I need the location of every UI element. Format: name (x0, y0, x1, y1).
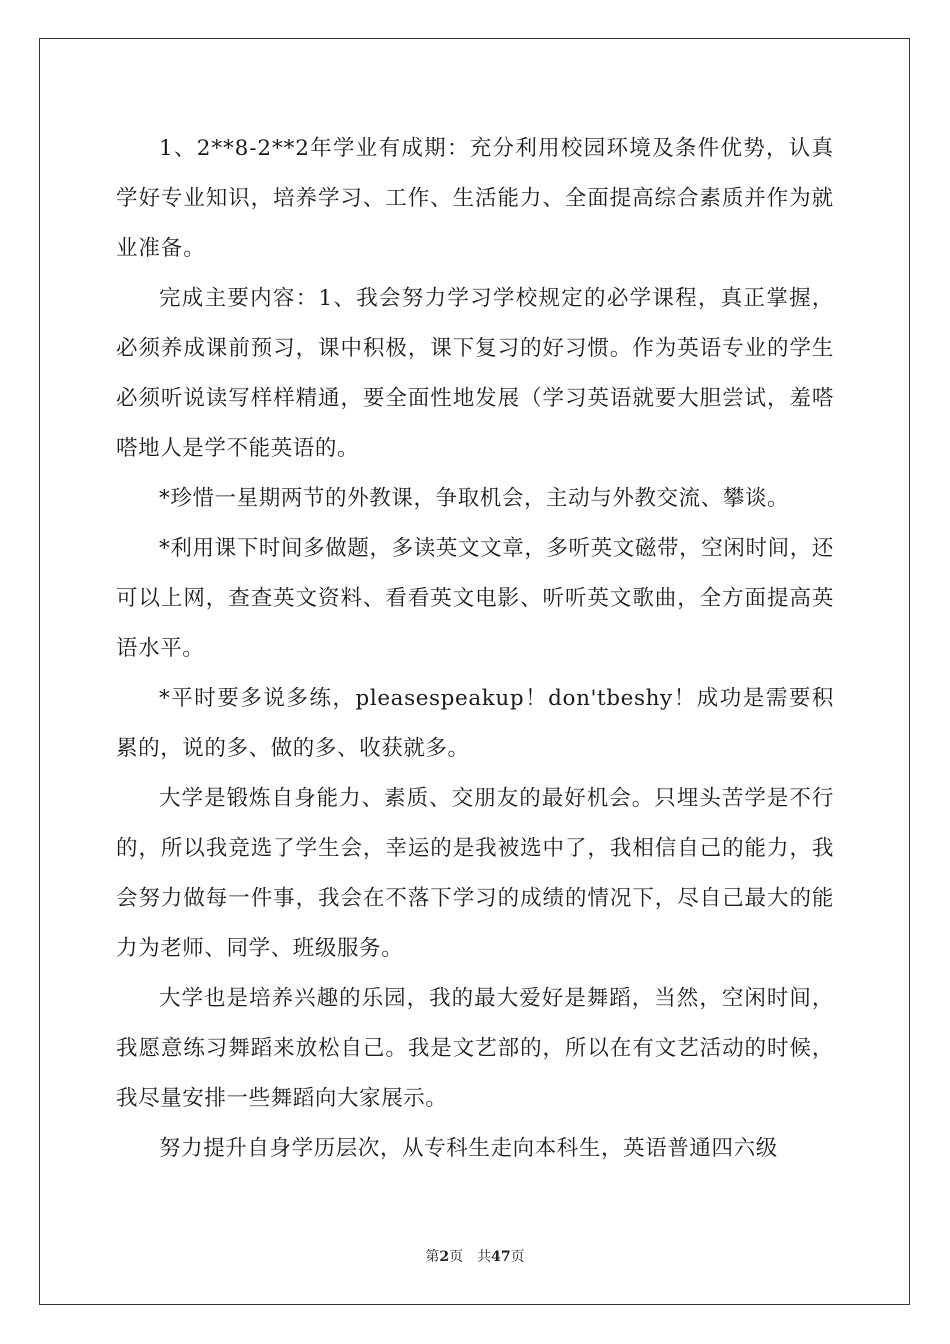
paragraph-2: 完成主要内容：1、我会努力学习学校规定的必学课程，真正掌握，必须养成课前预习，课中积极，课下复习的好习惯。作为英语专业的学生必须听说读写样样精通，要全面性地发展（学习英语就要大胆尝试，羞嗒嗒地人是学不能英语的。 (116, 286, 834, 461)
paragraph-1: 1、2**8-2**2年学业有成期：充分利用校园环境及条件优势，认真学好专业知识，培养学习、工作、生活能力、全面提高综合素质并作为就业准备。 (116, 136, 834, 261)
total-prefix: 共 (477, 1249, 492, 1265)
page-prefix: 第 (425, 1249, 440, 1265)
page-suffix: 页 (449, 1249, 464, 1265)
paragraph-6: 大学是锻炼自身能力、素质、交朋友的最好机会。只埋头苦学是不行的，所以我竞选了学生会，幸运的是我被选中了，我相信自己的能力，我会努力做每一件事，我会在不落下学习的成绩的情况下，尽自己最大的能力为老师、同学、班级服务。 (116, 786, 834, 961)
page-footer (0, 1246, 950, 1266)
paragraph-7: 大学也是培养兴趣的乐园，我的最大爱好是舞蹈，当然，空闲时间，我愿意练习舞蹈来放松自己。我是文艺部的，所以在有文艺活动的时候，我尽量安排一些舞蹈向大家展示。 (116, 986, 834, 1111)
page-number: 2 (439, 1249, 450, 1265)
paragraph-4: *利用课下时间多做题，多读英文文章，多听英文磁带，空闲时间，还可以上网，查查英文资料、看看英文电影、听听英文歌曲，全方面提高英语水平。 (116, 536, 834, 661)
paragraph-8: 努力提升自身学历层次，从专科生走向本科生，英语普通四六级 (159, 1136, 778, 1161)
paragraph-3: *珍惜一星期两节的外教课，争取机会，主动与外教交流、攀谈。 (159, 486, 790, 511)
paragraph-5: *平时要多说多练，pleasespeakup！don'tbeshy！成功是需要积累的，说的多、做的多、收获就多。 (116, 686, 834, 761)
total-pages: 47 (491, 1249, 511, 1265)
document-body (116, 124, 834, 1174)
total-suffix: 页 (510, 1249, 525, 1265)
